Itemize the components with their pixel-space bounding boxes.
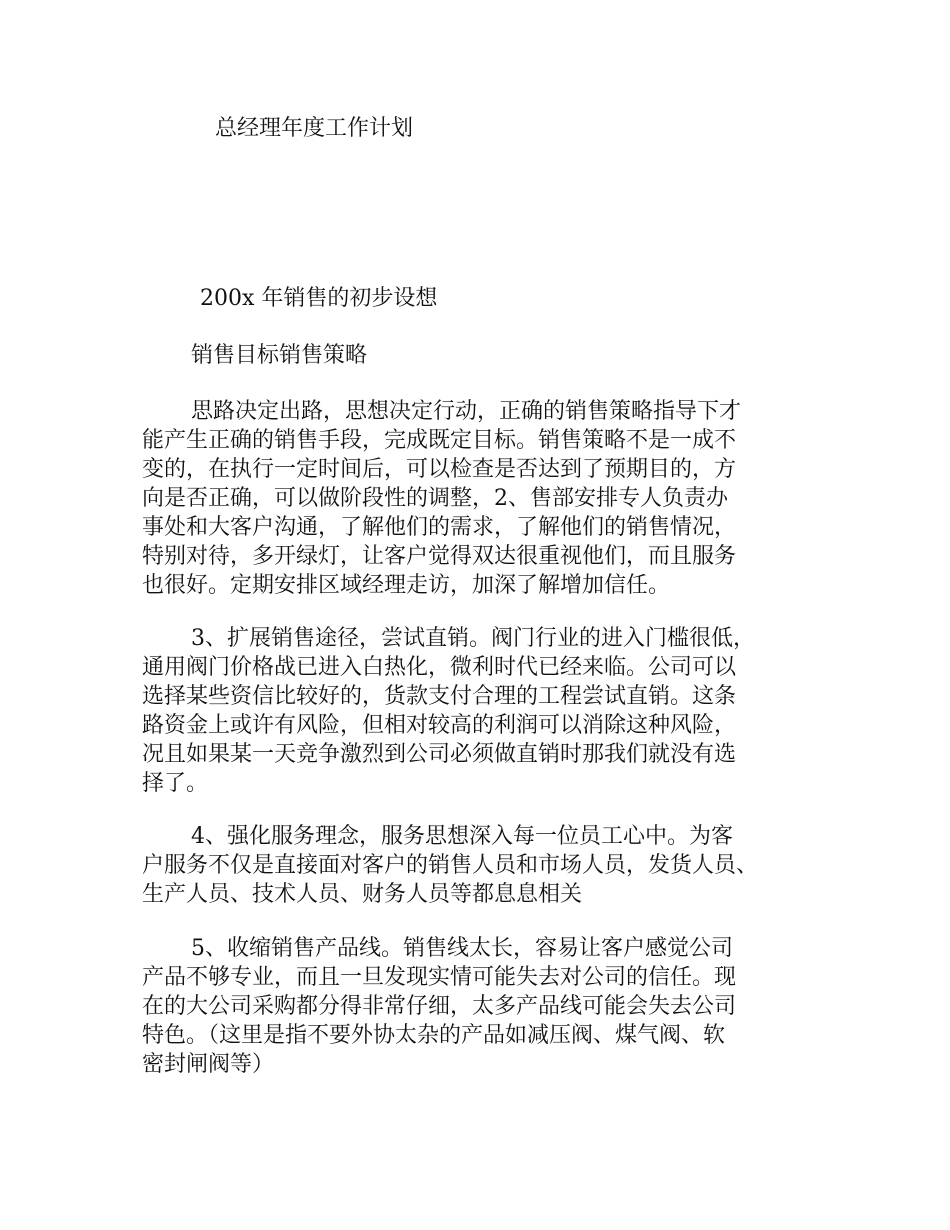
paragraph-service bbox=[142, 822, 758, 909]
paragraph-line: 产品不够专业，而且一旦发现实情可能失去对公司的信任。现 bbox=[142, 965, 737, 990]
paragraph-line: 生产人员、技术人员、财务人员等都息息相关 bbox=[142, 882, 583, 907]
paragraph-line: 5、收缩销售产品线。销售线太长，容易让客户感觉公司 bbox=[191, 936, 733, 961]
document-title: 总经理年度工作计划 bbox=[215, 116, 414, 141]
paragraph-line: 能产生正确的销售手段，完成既定目标。销售策略不是一成不 bbox=[142, 428, 737, 453]
paragraph-line: 3、扩展销售途径，尝试直销。阀门行业的进入门槛很低， bbox=[191, 626, 755, 651]
paragraph-line: 择了。 bbox=[142, 771, 209, 796]
paragraph-line: 向是否正确，可以做阶段性的调整，2、售部安排专人负责办 bbox=[142, 486, 728, 511]
paragraph-line: 户服务不仅是直接面对客户的销售人员和市场人员，发货人员、 bbox=[142, 853, 759, 878]
paragraph-line: 通用阀门价格战已进入白热化，微利时代已经来临。公司可以 bbox=[142, 655, 737, 680]
paragraph-line: 4、强化服务理念，服务思想深入每一位员工心中。为客 bbox=[191, 824, 733, 849]
paragraph-line: 况且如果某一天竞争激烈到公司必须做直销时那我们就没有选 bbox=[142, 742, 737, 767]
paragraph-line: 路资金上或许有风险，但相对较高的利润可以消除这种风险， bbox=[142, 713, 737, 738]
paragraph-product-line bbox=[142, 934, 736, 1079]
paragraph-line: 特色。（这里是指不要外协太杂的产品如减压阀、煤气阀、软 bbox=[142, 1023, 726, 1048]
paragraph-line: 特别对待，多开绿灯，让客户觉得双达很重视他们，而且服务 bbox=[142, 544, 737, 569]
paragraph-line: 密封闸阀等） bbox=[142, 1052, 275, 1077]
paragraph-line: 选择某些资信比较好的，货款支付合理的工程尝试直销。这条 bbox=[142, 684, 737, 709]
paragraph-line: 事处和大客户沟通，了解他们的需求，了解他们的销售情况， bbox=[142, 515, 737, 540]
paragraph-line: 变的，在执行一定时间后，可以检查是否达到了预期目的，方 bbox=[142, 457, 737, 482]
section-heading: 销售目标销售策略 bbox=[191, 343, 368, 368]
paragraph-line: 在的大公司采购都分得非常仔细，太多产品线可能会失去公司 bbox=[142, 994, 737, 1019]
paragraph-direct-sales bbox=[142, 624, 755, 798]
document-subtitle: 200x 年销售的初步设想 bbox=[200, 286, 438, 311]
paragraph-sales-strategy bbox=[142, 397, 741, 600]
paragraph-line: 思路决定出路，思想决定行动，正确的销售策略指导下才 bbox=[191, 399, 742, 424]
paragraph-line: 也很好。定期安排区域经理走访，加深了解增加信任。 bbox=[142, 573, 671, 598]
